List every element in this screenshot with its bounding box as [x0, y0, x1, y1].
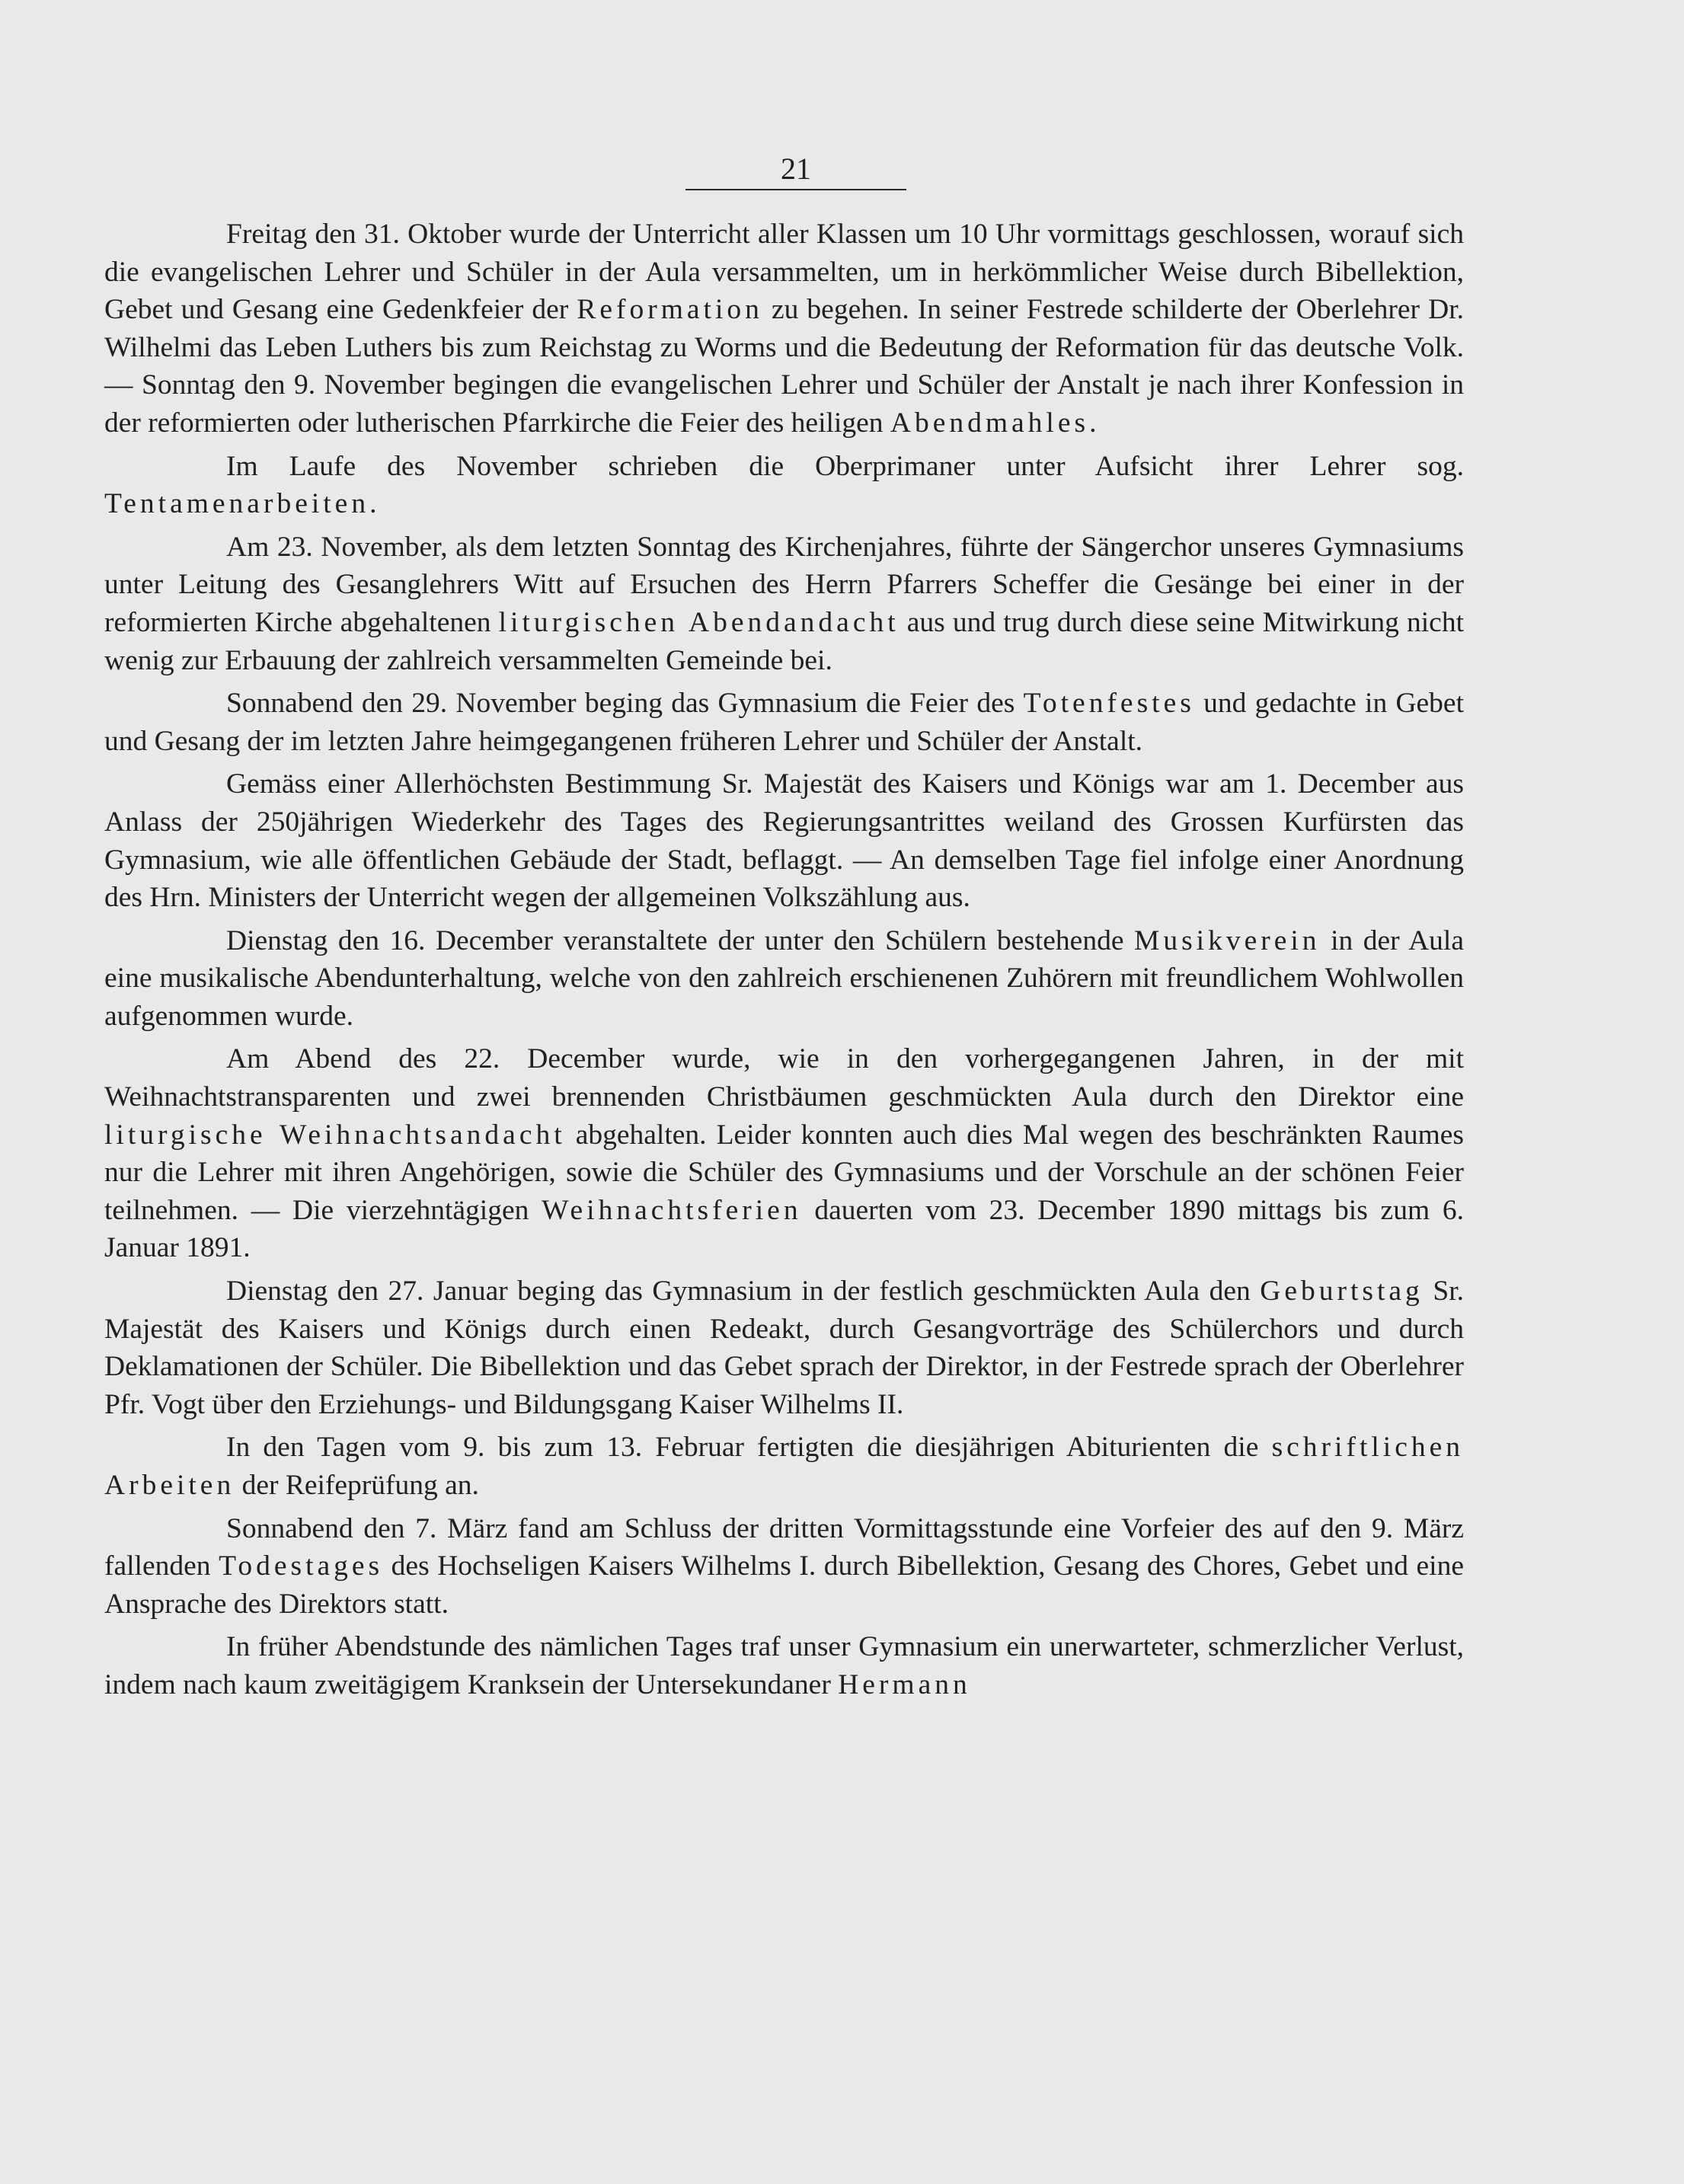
paragraph [104, 1040, 1464, 1267]
spaced-emphasis: liturgische Weihnachtsandacht [104, 1119, 566, 1151]
paragraph [104, 216, 1464, 442]
text-run: In den Tagen vom 9. bis zum 13. Februar fertigten die diesjährigen Abiturienten die [226, 1432, 1272, 1464]
paragraph [104, 765, 1464, 916]
text-run: abgehalten. Leider konnten auch dies Mal wegen des beschränkten Raumes nur die Lehrer mit ihren Angehörigen, sowie die Schüler des Gymnasiums und der Vorschule an der schönen Feier teilnehmen. — Die vierzehntägigen [104, 1119, 1465, 1226]
text-run: dauerten vom 23. December 1890 mittags bis zum 6. Januar 1891. [104, 1194, 1465, 1264]
text-run: Sonnabend den 29. November beging das Gymnasium die Feier des [226, 688, 1024, 720]
text-run: Sonnabend den 7. März fand am Schluss der dritten Vormittagsstunde eine Vorfeier des auf den 9. März fallenden [104, 1512, 1464, 1582]
text-run: Freitag den 31. Oktober wurde der Unterricht aller Klassen um 10 Uhr vormittags geschlossen, worauf sich die evangelischen Lehrer und Schüler in der Aula versammelten, um in herkömmlicher Weise durch Bibellektion, Gebet und Gesang eine Gedenkfeier der [104, 219, 1464, 326]
spaced-emphasis: Reformation [577, 294, 763, 326]
spaced-emphasis: Todestages [219, 1550, 384, 1582]
spaced-emphasis: Totenfestes [1023, 688, 1195, 720]
text-run: Sr. Majestät des Kaisers und Königs durch einen Redeakt, durch Gesangvorträge des Schülerchors und durch Deklamationen der Schüler. Die Bibellektion und das Gebet sprach der Direktor, in der Festrede sprach der Oberlehrer Pfr. Vogt über den Erziehungs- und Bildungsgang Kaiser Wilhelms II. [104, 1276, 1464, 1420]
spaced-emphasis: liturgischen Abendandacht [498, 606, 900, 638]
paragraph [104, 1628, 1464, 1703]
spaced-emphasis: Musikverein [1134, 924, 1321, 956]
text-run: und gedachte in Gebet und Gesang der im letzten Jahre heimgegangenen früheren Lehrer und Schüler der Anstalt. [104, 688, 1464, 757]
text-run: der Reifeprüfung an. [235, 1470, 479, 1501]
paragraph [104, 922, 1464, 1036]
text-run: zu begehen. In seiner Festrede schilderte der Oberlehrer Dr. Wilhelmi das Leben Luthers bis zum Reichstag zu Worms und die Bedeutung der Reformation für das deutsche Volk. — Sonntag den 9. November begingen die evangelischen Lehrer und Schüler der Anstalt je nach ihrer Konfession in der reformierten oder lutherischen Pfarrkirche die Feier des heiligen [104, 294, 1464, 439]
spaced-emphasis: Weihnachtsferien [542, 1194, 802, 1226]
text-run: In früher Abendstunde des nämlichen Tages traf unser Gymnasium ein unerwarteter, schmerzlicher Verlust, indem nach kaum zweitägigem Kranksein der Untersekundaner [104, 1631, 1464, 1700]
text-run: Dienstag den 16. December veranstaltete der unter den Schülern bestehende [226, 924, 1134, 956]
spaced-emphasis: Tentamenarbeiten [104, 488, 370, 520]
text-run: Am Abend des 22. December wurde, wie in den vorhergegangenen Jahren, in der mit Weihnachtstransparenten und zwei brennenden Christbäumen geschmückten Aula durch den Direktor eine [104, 1043, 1464, 1113]
text-run: Im Laufe des November schrieben die Oberprimaner unter Aufsicht ihrer Lehrer sog. [226, 450, 1464, 482]
text-run: aus und trug durch diese seine Mitwirkung nicht wenig zur Erbauung der zahlreich versammelten Gemeinde bei. [104, 606, 1464, 676]
spaced-emphasis: Geburtstag [1260, 1276, 1424, 1308]
text-run: Gemäss einer Allerhöchsten Bestimmung Sr. Majestät des Kaisers und Königs war am 1. December aus Anlass der 250jährigen Wiederkehr des Tages des Regierungsantrittes weiland des Grossen Kurfürsten das Gymnasium, wie alle öffentlichen Gebäude der Stadt, beflaggt. — An demselben Tage fiel infolge einer Anordnung des Hrn. Ministers der Unterricht wegen der allgemeinen Volkszählung aus. [104, 768, 1464, 914]
paragraph [104, 1272, 1464, 1423]
text-run: Am 23. November, als dem letzten Sonntag des Kirchenjahres, führte der Sängerchor unseres Gymnasiums unter Leitung des Gesanglehrers Witt auf Ersuchen des Herrn Pfarrers Scheffer die Gesänge bei einer in der reformierten Kirche abgehaltenen [104, 531, 1464, 638]
paragraph [104, 1510, 1464, 1624]
spaced-emphasis: Abendmahles [890, 407, 1090, 439]
paragraph [104, 685, 1464, 760]
text-run: des Hochseligen Kaisers Wilhelms I. durch Bibellektion, Gesang des Chores, Gebet und eine Ansprache des Direktors statt. [104, 1550, 1464, 1620]
text-run: . [1089, 407, 1097, 439]
paragraph [104, 528, 1464, 679]
spaced-emphasis: Hermann [838, 1668, 971, 1700]
text-run: Dienstag den 27. Januar beging das Gymnasium in der festlich geschmückten Aula den [226, 1276, 1261, 1308]
body-text [104, 216, 1464, 1704]
text-run: . [369, 488, 377, 520]
spaced-emphasis: schriftlichen Arbeiten [104, 1432, 1464, 1501]
text-run: in der Aula eine musikalische Abendunterhaltung, welche von den zahlreich erschienenen Zuhörern mit freundlichem Wohlwollen aufgenommen wurde. [104, 924, 1464, 1032]
paragraph [104, 1429, 1464, 1504]
paragraph [104, 448, 1464, 523]
page-number: 21 [685, 152, 906, 190]
